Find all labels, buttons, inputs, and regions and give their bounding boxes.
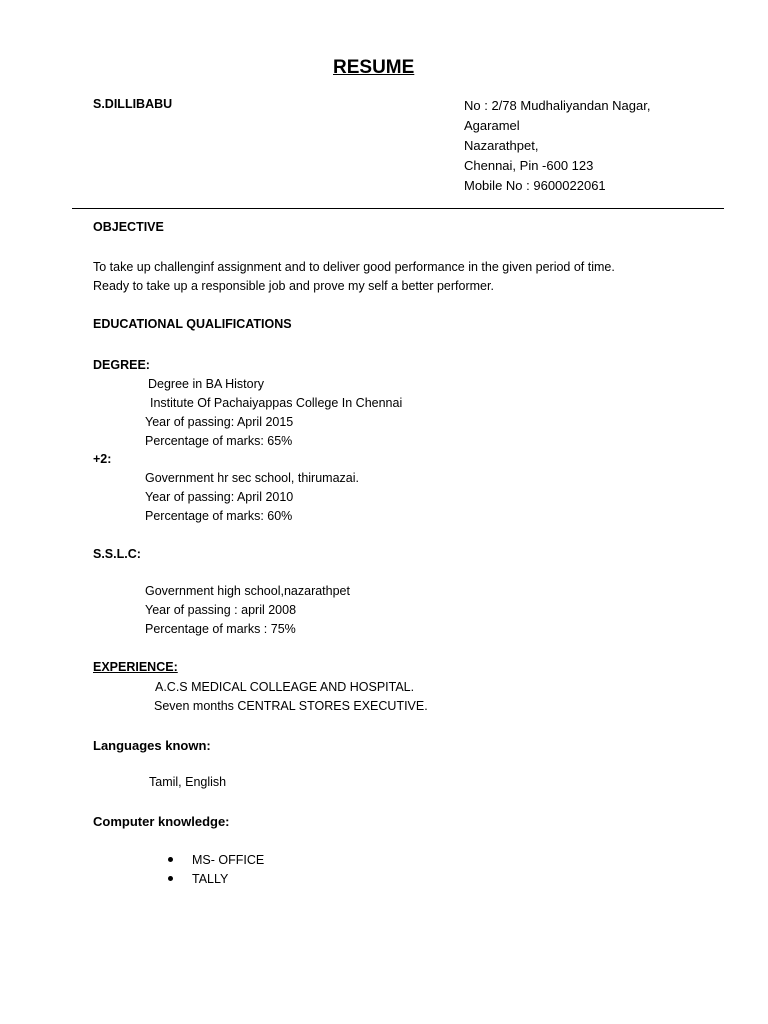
address-line: Chennai, Pin -600 123	[464, 158, 594, 173]
degree-line: Percentage of marks: 65%	[145, 434, 293, 448]
education-heading: EDUCATIONAL QUALIFICATIONS	[93, 317, 292, 331]
sslc-line: Year of passing : april 2008	[145, 603, 297, 617]
candidate-name: S.DILLIBABU	[93, 97, 173, 111]
bullet-icon	[168, 857, 173, 862]
plus-two-line: Government hr sec school, thirumazai.	[145, 471, 359, 485]
degree-label: DEGREE:	[93, 358, 150, 372]
experience-line: Seven months CENTRAL STORES EXECUTIVE.	[154, 699, 428, 713]
address-line: No : 2/78 Mudhaliyandan Nagar,	[464, 98, 651, 113]
degree-line: Institute Of Pachaiyappas College In Chennai	[150, 396, 403, 410]
bullet-icon	[168, 876, 173, 881]
list-item: MS- OFFICE	[192, 853, 265, 867]
degree-line: Degree in BA History	[148, 377, 265, 391]
objective-heading: OBJECTIVE	[93, 220, 164, 234]
plus-two-label: +2:	[93, 452, 112, 466]
list-item: TALLY	[192, 872, 229, 886]
sslc-line: Government high school,nazarathpet	[145, 584, 350, 598]
degree-line: Year of passing: April 2015	[145, 415, 294, 429]
header-divider	[72, 208, 724, 209]
languages-heading: Languages known:	[93, 738, 211, 753]
plus-two-line: Year of passing: April 2010	[145, 490, 294, 504]
objective-line: Ready to take up a responsible job and prove my self a better performer.	[93, 279, 494, 293]
address-line: Agaramel	[464, 118, 520, 133]
mobile-number: Mobile No : 9600022061	[464, 178, 606, 193]
experience-heading: EXPERIENCE:	[93, 660, 178, 674]
resume-title: RESUME	[333, 57, 415, 78]
experience-line: A.C.S MEDICAL COLLEAGE AND HOSPITAL.	[155, 680, 415, 694]
languages-value: Tamil, English	[149, 775, 227, 789]
plus-two-line: Percentage of marks: 60%	[145, 509, 293, 523]
sslc-label: S.S.L.C:	[93, 547, 141, 561]
address-line: Nazarathpet,	[464, 138, 539, 153]
sslc-line: Percentage of marks : 75%	[145, 622, 296, 636]
computer-heading: Computer knowledge:	[93, 814, 230, 829]
objective-line: To take up challenginf assignment and to deliver good performance in the given period of time.	[93, 260, 615, 274]
